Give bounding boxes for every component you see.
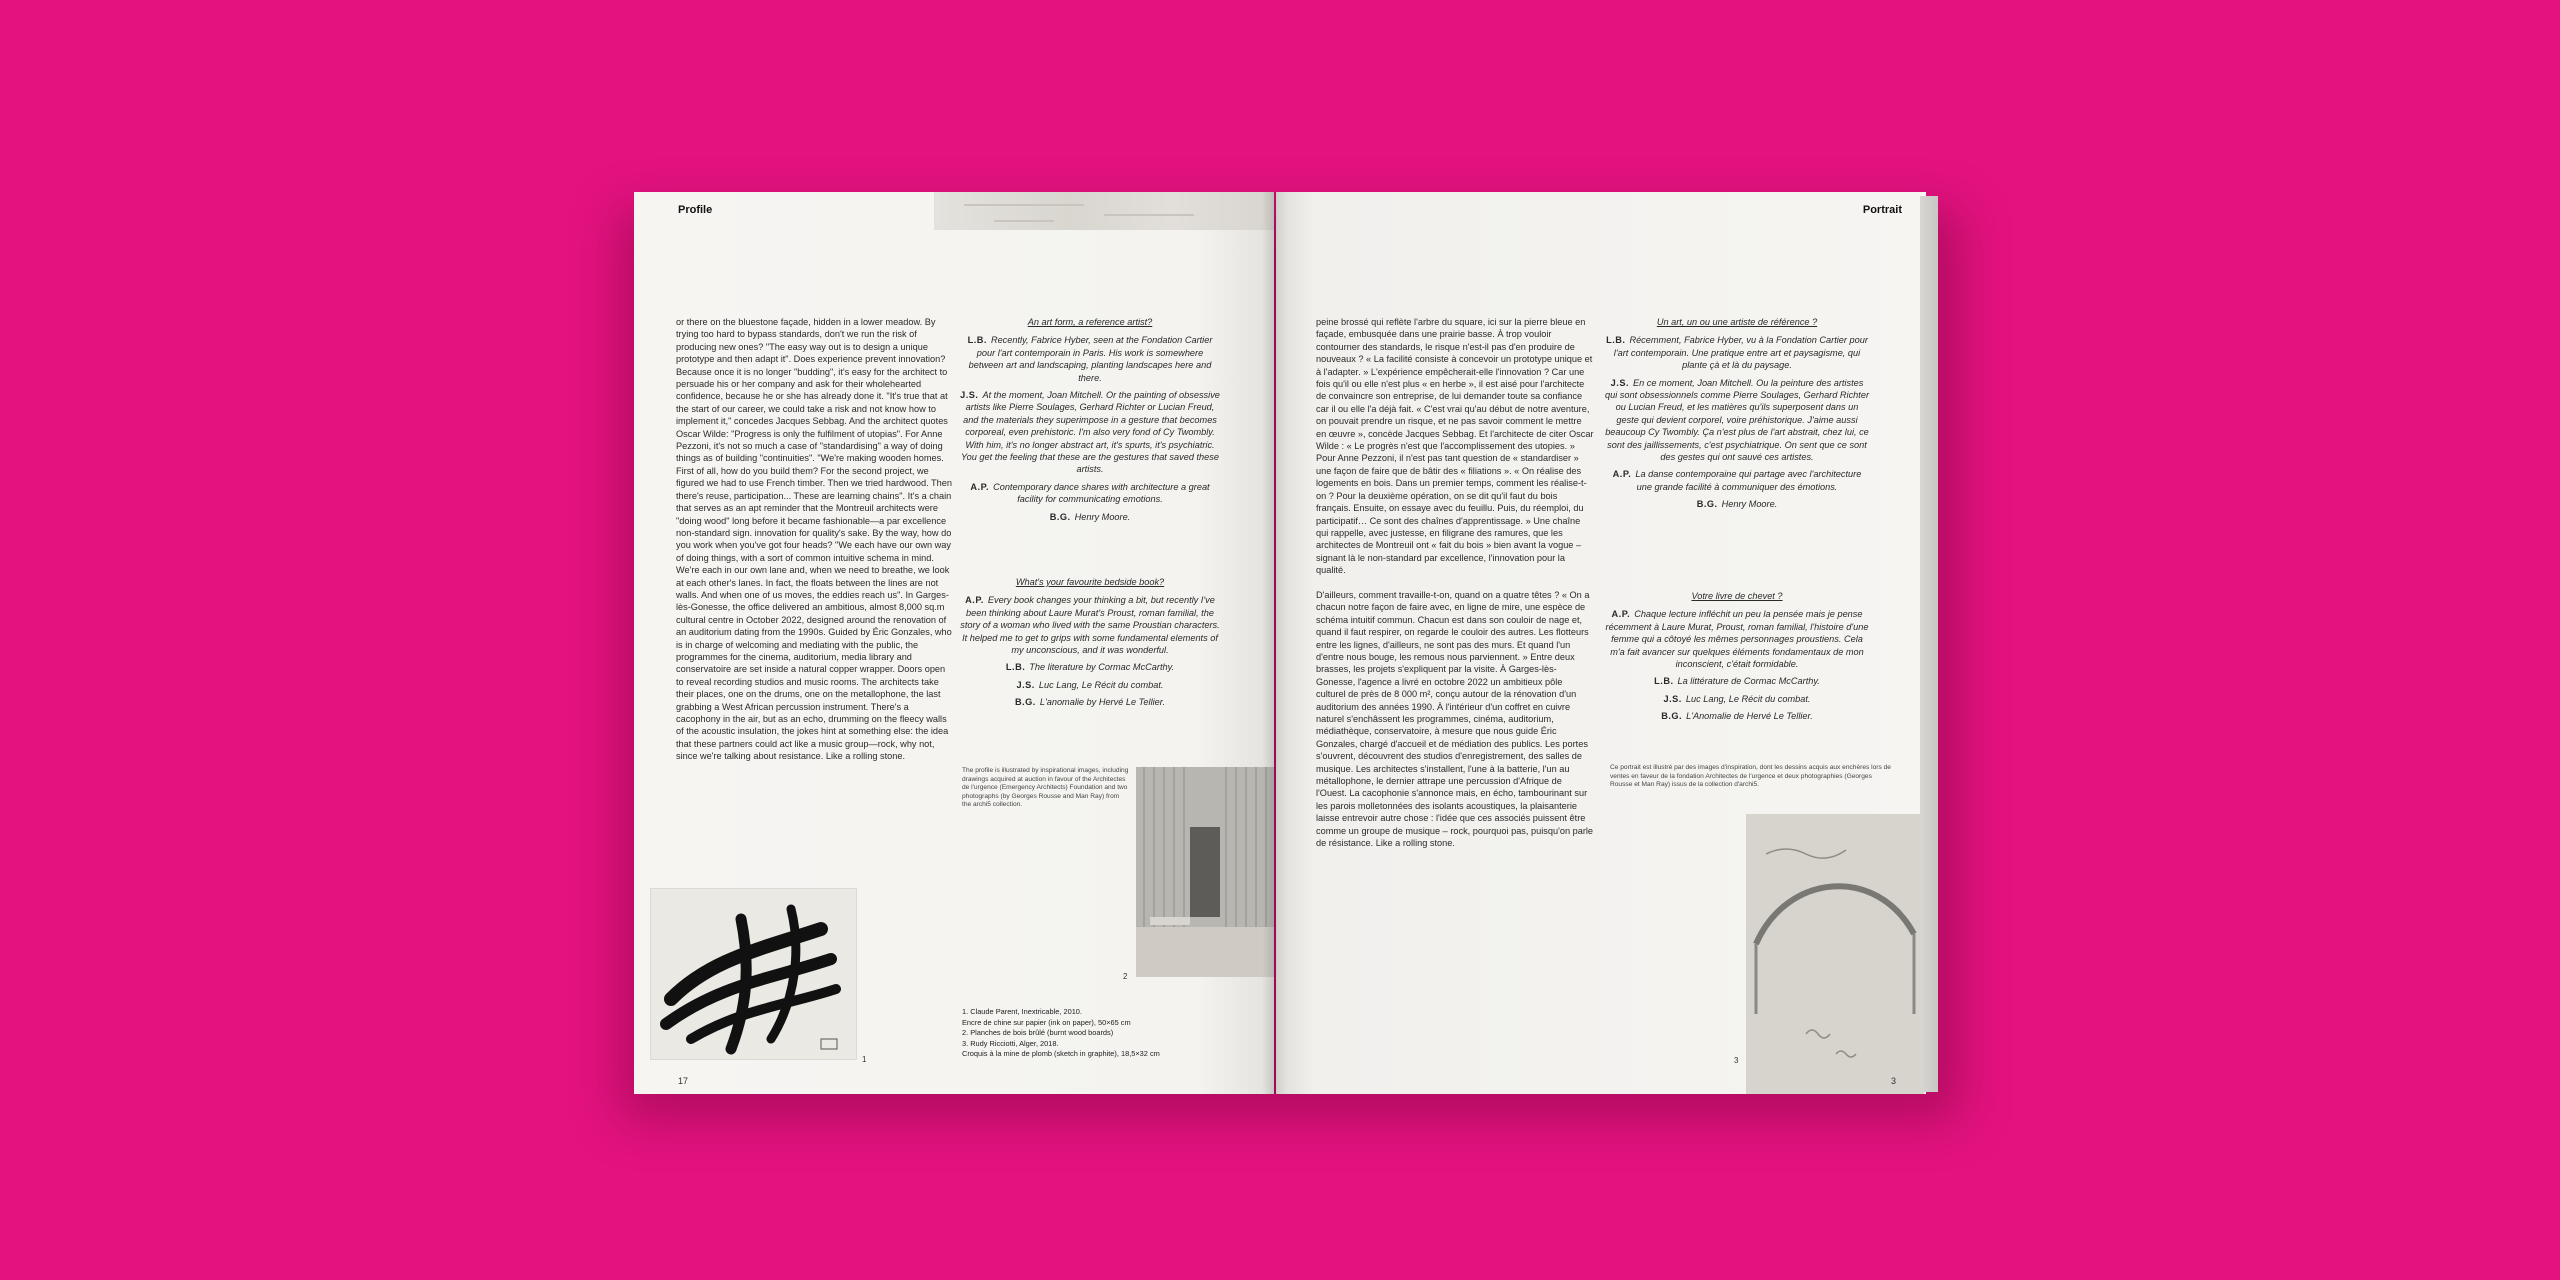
answer: L.B. La littérature de Cormac McCarthy. — [1654, 676, 1820, 687]
question: An art form, a reference artist? — [1027, 317, 1153, 327]
answer: A.P. Every book changes your thinking a bit, but recently I've been thinking about Laure Murat's Proust, roman familial, the story of a woman who lived with the same Proustian characters. It helped me to get to grips with some fundamental elements of my unconscious, and it was wonderful. — [960, 595, 1220, 656]
answer: A.P. Chaque lecture infléchit un peu la pensée mais je pense récemment à Laure Murat, Proust, roman familial, l'histoire d'une femme qui a côtoyé les mêmes personnages proustiens. Cela m'a fait avancer sur quelques éléments fondamentaux de mon inconscient, c'était formidable. — [1605, 609, 1869, 670]
page-number: 17 — [678, 1076, 689, 1086]
answer: B.G. Henry Moore. — [1049, 511, 1131, 522]
answer: L.B. The literature by Cormac McCarthy. — [1005, 662, 1175, 673]
right-page — [1276, 192, 1926, 1094]
answer: J.S. Luc Lang, Le Récit du combat. — [1663, 693, 1811, 704]
page-number: 3 — [1890, 1076, 1896, 1086]
image-caption: The profile is illustrated by inspirational images, including drawings acquired at auction in favour of the Architectes de l'urgence (Emergency Architects) Foundation and two photographs (by Georges Rousse and Man Ray) from the archi5 collection. — [962, 767, 1129, 809]
page-header: Portrait — [1862, 204, 1902, 216]
answer: B.G. L'anomalie by Hervé Le Tellier. — [1014, 697, 1166, 708]
pencil-sketch-image — [1746, 814, 1924, 1094]
answer: L.B. Récemment, Fabrice Hyber, vu à la Fondation Cartier pour l'art contemporain. Une pratique entre art et paysagisme, qui plante çà et là du paysage. — [1606, 335, 1868, 371]
question: Votre livre de chevet ? — [1691, 591, 1783, 601]
figure-number: 1 — [862, 1055, 867, 1064]
question: Un art, un ou une artiste de référence ? — [1656, 317, 1818, 327]
left-page — [634, 192, 1274, 1094]
burnt-wood-photo — [1136, 767, 1274, 977]
qa-block-art — [960, 316, 1220, 528]
answer: L.B. Recently, Fabrice Hyber, seen at the Fondation Cartier pour l'art contemporain in Paris. His work is somewhere between art and landscaping, planting landscapes here and there. — [967, 335, 1213, 383]
answer: B.G. Henry Moore. — [1696, 499, 1778, 510]
question: What's your favourite bedside book? — [1015, 577, 1165, 587]
answer: J.S. At the moment, Joan Mitchell. Or the painting of obsessive artists like Pierre Soulages, Gerhard Richter or Lucian Freud, and the materials they superimpose in a gesture that becomes corporeal, even prehistoric. I'm also very fond of Cy Twombly. With him, it's no longer abstract art, it's spurts, it's psychiatric. You get the feeling that these are the gestures that saved these artists. — [960, 390, 1220, 475]
article-body: peine brossé qui reflète l'arbre du square, ici sur la pierre bleue en façade, embusquée dans une prairie basse. À trop vouloir contourner des standards, le risque n'est-il pas d'en produire de nouveaux ? « La facilité consiste à concevoir un prototype unique et à l'adapter. » L'expérience empêcherait-elle l'innovation ? Car une fois qu'il ou elle n'est plus « en herbe », il est aisé pour l'architecte de convaincre son entreprise, de lui demander toute sa confiance car il ou elle l'a déjà fait. « C'est vrai qu'au début de notre aventure, on pouvait prendre un risque, et ne pas savoir comment le mettre en œuvre », concède Jacques Sebbag. Et l'architecte de citer Oscar Wilde : « Le progrès n'est que l'accomplissement des utopies. » Pour Anne Pezzoni, il n'est pas tant question de « standardiser » une façon de faire que de bâtir des « filiations ». « On réalise des logements en bois. Dans un premier temps, comment les réalise-t-on ? Pour la deuxième opération, on se dit qu'il faut du bois français. Ensuite, on essaye avec du feuillu. Puis, du réemploi, du participatif… Ce sont des chaînes d'apprentissage. » Une chaîne qui rappelle, avec justesse, en filigrane des ramures, que les architectes de Montreuil ont « fait du bois » bien avant la vogue – signant là le non-standard par excellence, l'innovation pour la qualité. D'ailleurs, comment travaille-t-on, quand on a quatre têtes ? « On a chacun notre façon de faire avec, en ligne de mire, une espèce de schéma intuitif commun. Chacun est dans son couloir de nage et, quand il faut respirer, on regarde le couloir des autres. Les flotteurs entre les lignes, d'ailleurs, ne sont pas des murs. Et quand l'un d'entre nous bouge, les remous nous parviennent. » Entre deux brasses, les projets s'expliquent par la visite. À Garges-lès-Gonesse, l'agence a livré en octobre 2022 un ambitieux pôle culturel de près de 8 000 m², conçu autour de la rénovation d'un auditorium des années 1990. À l'intérieur d'un coffret en cuivre naturel s'enchâssent les programmes, cinéma, auditorium, médiathèque, conservatoire, à mesure que nous guide Éric Gonzales, chargé d'accueil et de médiation des publics. Les portes s'ouvrent, découvrent des studios d'enregistrement, des salles de musique. Les architectes s'installent, l'une à la batterie, l'un au métallophone, le dernier attrape une percussion d'Afrique de l'Ouest. La cacophonie s'annonce mais, en écho, tambourinant sur les parois molletonnées des isolants acoustiques, la plaisanterie laisse entrevoir autre chose : l'idée que ces associés puissent être comme un groupe de musique – rock, pourquoi pas, puisqu'on parle de résistance. Like a rolling stone. — [1316, 317, 1594, 849]
figure-number: 2 — [1123, 972, 1128, 981]
answer: B.G. L'Anomalie de Hervé Le Tellier. — [1661, 711, 1813, 722]
answer: A.P. La danse contemporaine qui partage avec l'architecture une grande facilité à communiquer des émotions. — [1612, 469, 1862, 492]
qa-block-book — [1604, 590, 1870, 728]
ink-drawing-image — [650, 888, 857, 1060]
figure-number: 3 — [1734, 1056, 1739, 1065]
paper-strip-image — [934, 192, 1274, 230]
page-header: Profile — [678, 204, 713, 216]
image-caption: Ce portrait est illustré par des images d'inspiration, dont les dessins acquis aux enchères lors de ventes en faveur de la fondation Architectes de l'urgence et deux photographies (Georges Rousse et Man Ray) issus de la collection d'archi5. — [1610, 764, 1891, 789]
qa-block-art — [1604, 316, 1870, 516]
answer: J.S. En ce moment, Joan Mitchell. Ou la peinture des artistes qui sont obsessionnels comme Pierre Soulages, Gerhard Richter ou Lucian Freud, et les matières qu'ils superposent dans un geste qui devient corporel, voire préhistorique. J'aime aussi beaucoup Cy Twombly. Ça n'est plus de l'art abstrait, chez lui, ce sont des jaillissements, c'est psychiatrique. On sent que ce sont des gestes qui ont sauvé ces artistes. — [1604, 377, 1869, 463]
page-edge — [1920, 196, 1938, 1092]
answer: J.S. Luc Lang, Le Récit du combat. — [1016, 679, 1164, 690]
article-body: or there on the bluestone façade, hidden in a lower meadow. By trying too hard to bypass standards, don't we run the risk of producing new ones? "The easy way out is to design a unique prototype and then adapt it". Does experience prevent innovation? Because once it is no longer "budding", it's easy for the architect to persuade his or her company and ask for their wholehearted confidence, because he or she has already done it. "It's true that at the start of our career, we could take a risk and not know how to implement it," concedes Jacques Sebbag. And the architect quotes Oscar Wilde: "Progress is only the fulfilment of utopias". For Anne Pezzoni, it's not so much a case of "standardising" a way of doing things as of building "continuities". "We're making wooden homes. First of all, how do you build them? For the second project, we figured we had to use French timber. Then we tried hardwood. Then there's reuse, participation... These are learning chains". It's a chain that serves as an apt reminder that the Montreuil architects were "doing wood" long before it became fashionable—a par excellence non-standard sign. innovation for quality's sake. By the way, how do you work when you've got four heads? "We each have our own way of doing things, with a sort of common intuitive schema in mind. We're each in our own lane and, when we need to breathe, we look at each other's lanes. In fact, the floats between the lines are not walls. And when one of us moves, the eddies reach us". In Garges-lès-Gonesse, the office delivered an ambitious, almost 8,000 sq.m cultural centre in October 2022, designed around the renovation of an auditorium dating from the 1990s. Guided by Éric Gonzales, who is in charge of welcoming and mediating with the public, the programmes for the cinema, auditorium, media library and conservatoire are set inside a natural copper wrapper. Doors open to reveal recording studios and music rooms. The architects take their places, one on the drums, one on the metallophone, the last grabbing a West African percussion instrument. There's a cacophony in the air, but as an echo, drumming on the fleecy walls of the acoustic insulation, the jokes hint at something else: the idea that these partners could act like a music group—rock, why not, since we're talking about resistance. Like a rolling stone. — [676, 317, 952, 762]
answer: A.P. Contemporary dance shares with architecture a great facility for communicating emotions. — [970, 481, 1210, 505]
image-credits: 1. Claude Parent, Inextricable, 2010. Encre de chine sur papier (ink on paper), 50×65 cm 2. Planches de bois brûlé (burnt wood boards) 3. Rudy Ricciotti, Alger, 2018. Croquis à la mine de plomb (sketch in graphite), 18,5×32 cm — [962, 1007, 1160, 1059]
qa-block-book — [960, 576, 1220, 714]
spine-fold — [1262, 192, 1288, 1094]
